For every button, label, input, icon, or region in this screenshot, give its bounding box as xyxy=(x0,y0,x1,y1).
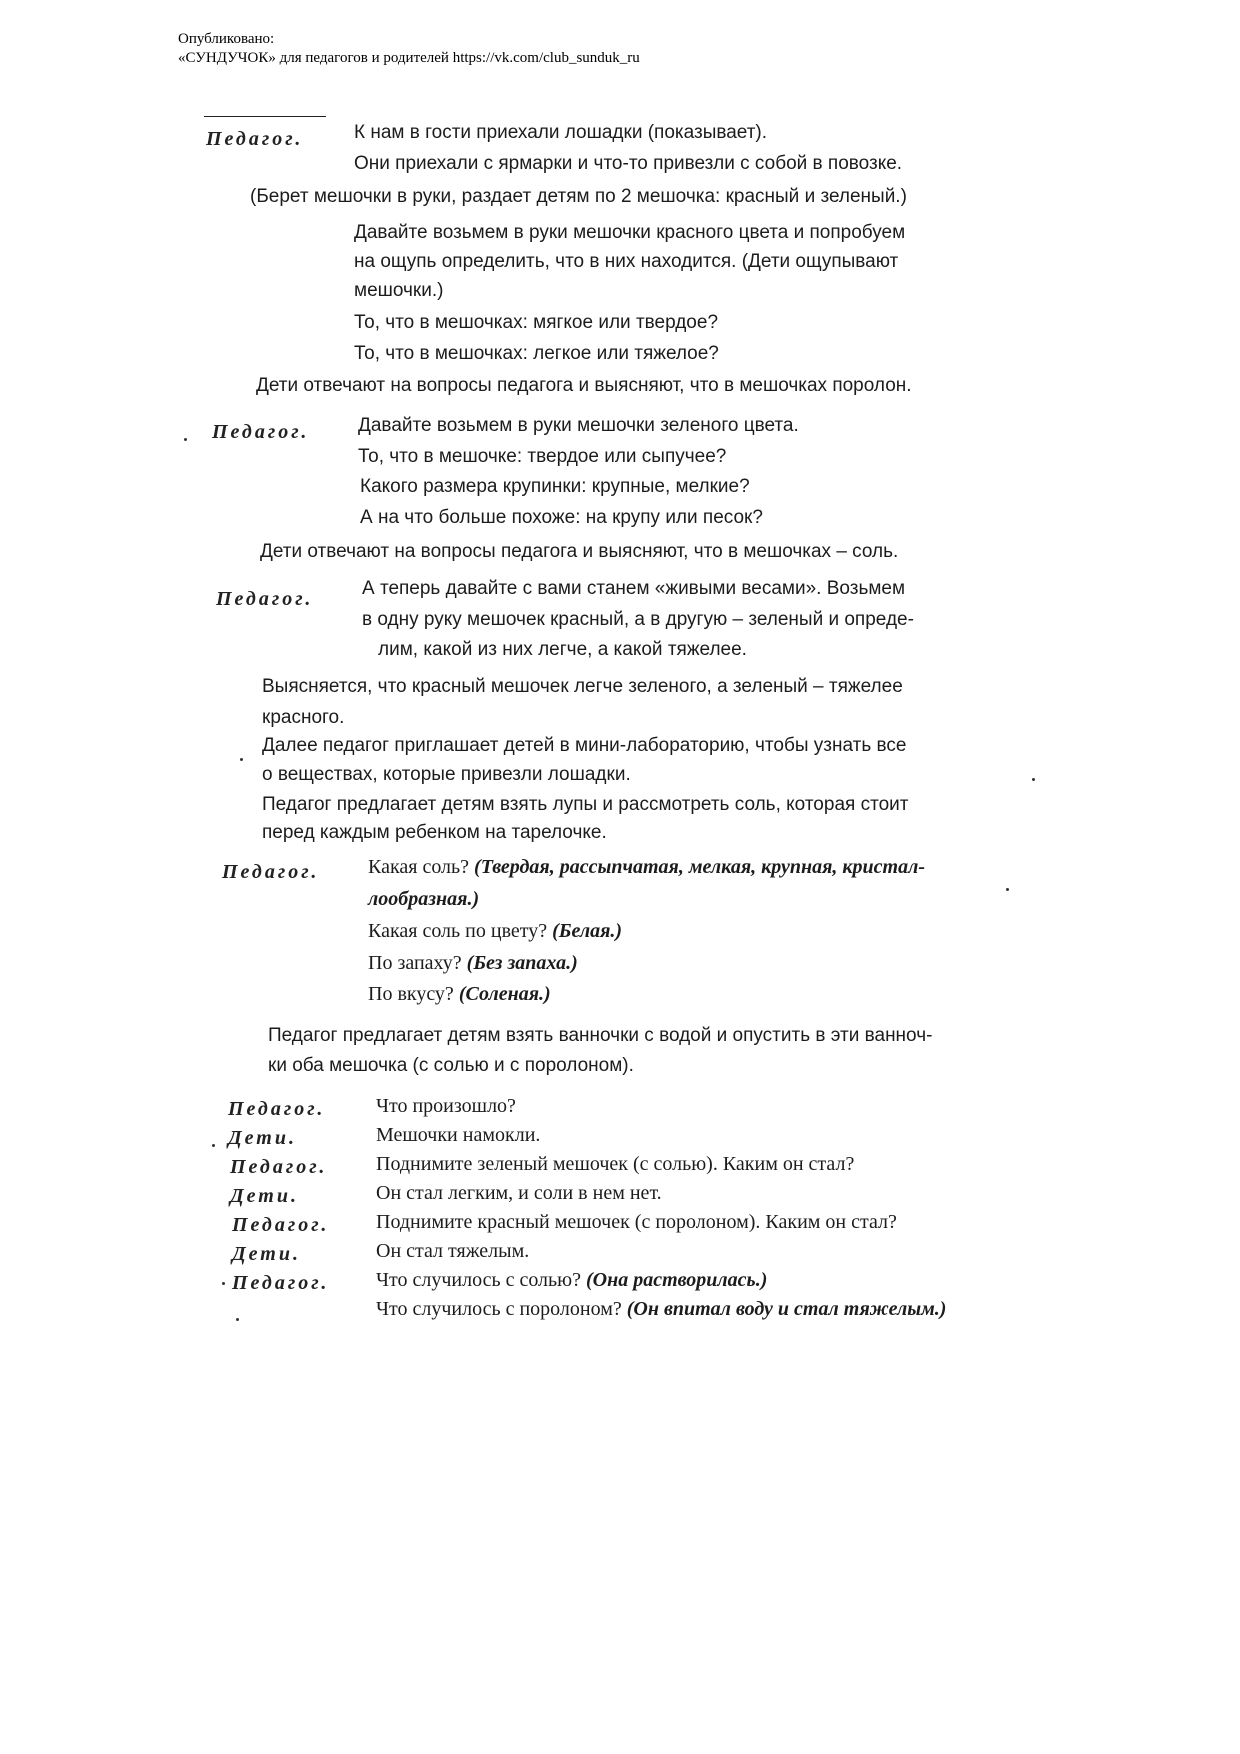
text-line: То, что в мешочке: твердое или сыпучее? xyxy=(358,446,727,467)
dialogue-line: Что произошло? xyxy=(376,1095,516,1117)
dialogue-line: Поднимите зеленый мешочек (с солью). Каким он стал? xyxy=(376,1153,855,1175)
speaker-children: Дети. xyxy=(230,1185,299,1207)
answer: лообразная.) xyxy=(368,888,480,910)
text-line: К нам в гости приехали лошадки (показывает). xyxy=(354,122,768,143)
text-line: То, что в мешочках: мягкое или твердое? xyxy=(354,312,719,333)
dialogue-line: Он стал легким, и соли в нем нет. xyxy=(376,1182,662,1204)
header-published-label: Опубликовано: xyxy=(178,31,275,47)
text-line: А на что больше похоже: на крупу или песок? xyxy=(360,507,763,528)
answer-continuation xyxy=(368,888,479,911)
question: Что случилось с поролоном? xyxy=(376,1298,622,1320)
narration: Педагог предлагает детям взять лупы и рассмотреть соль, которая стоит xyxy=(262,794,909,815)
text-line: Давайте возьмем в руки мешочки красного цвета и попробуем xyxy=(354,222,906,243)
scan-speck xyxy=(184,438,187,441)
top-rule xyxy=(204,116,326,117)
text-line: Они приехали с ярмарки и что-то привезли с собой в повозке. xyxy=(354,153,903,174)
text-line: лим, какой из них легче, а какой тяжелее. xyxy=(378,639,747,660)
question: По запаху? xyxy=(368,952,462,974)
answer: (Она растворилась.) xyxy=(585,1269,768,1291)
question-line xyxy=(368,856,925,879)
scan-speck xyxy=(1006,888,1009,891)
question-line xyxy=(376,1269,767,1292)
speaker-teacher: Педагог. xyxy=(228,1098,326,1120)
stage-direction: (Берет мешочки в руки, раздает детям по 2 мешочка: красный и зеленый.) xyxy=(250,186,907,207)
dialogue-line: Он стал тяжелым. xyxy=(376,1240,530,1262)
text-line: в одну руку мешочек красный, а в другую – зеленый и опреде- xyxy=(362,609,914,630)
answer: (Без запаха.) xyxy=(466,952,578,974)
scan-speck xyxy=(240,758,243,761)
narration: ки оба мешочка (с солью и с поролоном). xyxy=(268,1055,634,1076)
narration: Педагог предлагает детям взять ванночки с водой и опустить в эти ванноч- xyxy=(268,1025,933,1046)
scan-speck xyxy=(1032,778,1035,781)
narration: Дети отвечают на вопросы педагога и выясняют, что в мешочках поролон. xyxy=(256,375,912,396)
speaker-teacher: Педагог. xyxy=(206,128,304,150)
question-line xyxy=(376,1298,946,1321)
scan-speck xyxy=(212,1144,215,1147)
narration: Выясняется, что красный мешочек легче зеленого, а зеленый – тяжелее xyxy=(262,676,903,697)
dialogue-line: Мешочки намокли. xyxy=(376,1124,541,1146)
text-line: А теперь давайте с вами станем «живыми весами». Возьмем xyxy=(362,578,906,599)
question: По вкусу? xyxy=(368,983,454,1005)
speaker-children: Дети. xyxy=(228,1127,297,1149)
speaker-teacher: Педагог. xyxy=(232,1272,330,1294)
question: Какая соль? xyxy=(368,856,470,878)
speaker-teacher: Педагог. xyxy=(216,588,314,610)
scan-speck xyxy=(236,1318,239,1321)
narration: перед каждым ребенком на тарелочке. xyxy=(262,822,607,843)
text-line: на ощупь определить, что в них находится. (Дети ощупывают xyxy=(354,251,899,272)
answer: (Белая.) xyxy=(552,920,623,942)
question-line xyxy=(368,920,622,943)
question: Какая соль по цвету? xyxy=(368,920,548,942)
header-source-line: «СУНДУЧОК» для педагогов и родителей https://vk.com/club_sunduk_ru xyxy=(178,50,640,66)
answer: (Он впитал воду и стал тяжелым.) xyxy=(626,1298,947,1320)
question-line xyxy=(368,952,578,975)
text-line: Какого размера крупинки: крупные, мелкие? xyxy=(360,476,750,497)
speaker-teacher: Педагог. xyxy=(232,1214,330,1236)
question-line xyxy=(368,983,551,1006)
text-line: Давайте возьмем в руки мешочки зеленого цвета. xyxy=(358,415,799,436)
answer: (Твердая, рассыпчатая, мелкая, крупная, кристал- xyxy=(474,856,926,878)
speaker-teacher: Педагог. xyxy=(222,861,320,883)
speaker-teacher: Педагог. xyxy=(230,1156,328,1178)
narration: Дети отвечают на вопросы педагога и выясняют, что в мешочках – соль. xyxy=(260,541,899,562)
scan-speck xyxy=(222,1282,225,1285)
publication-header xyxy=(178,30,640,68)
text-line: мешочки.) xyxy=(354,280,444,301)
narration: красного. xyxy=(262,707,345,728)
speaker-teacher: Педагог. xyxy=(212,421,310,443)
narration: о веществах, которые привезли лошадки. xyxy=(262,764,631,785)
answer: (Соленая.) xyxy=(458,983,551,1005)
narration: Далее педагог приглашает детей в мини-лабораторию, чтобы узнать все xyxy=(262,735,907,756)
question: Что случилось с солью? xyxy=(376,1269,581,1291)
speaker-children: Дети. xyxy=(232,1243,301,1265)
text-line: То, что в мешочках: легкое или тяжелое? xyxy=(354,343,719,364)
dialogue-line: Поднимите красный мешочек (с поролоном). Каким он стал? xyxy=(376,1211,897,1233)
